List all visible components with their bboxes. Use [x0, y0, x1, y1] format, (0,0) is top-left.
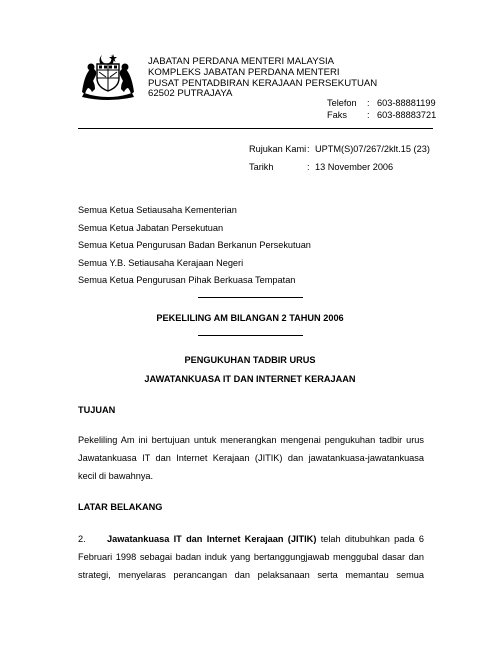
reference-block: [249, 140, 430, 176]
faks-value: 603-88883721: [377, 109, 437, 120]
org-line-3: PUSAT PENTADBIRAN KERAJAAN PERSEKUTUAN: [148, 77, 378, 89]
paragraph-number: 2.: [78, 534, 86, 544]
recipient-list: [78, 202, 311, 290]
tarikh-label: Tarikh: [249, 162, 274, 172]
recipient-item: Semua Ketua Pengurusan Pihak Berkuasa Tempatan: [78, 275, 296, 285]
faks-separator: :: [367, 109, 370, 120]
telefon-label: Telefon: [327, 98, 357, 108]
section-heading-latar-belakang: LATAR BELAKANG: [78, 502, 163, 512]
paragraph-line-rest: telah ditubuhkan pada 6: [316, 534, 425, 544]
org-line-1: JABATAN PERDANA MENTERI MALAYSIA: [148, 56, 335, 67]
title-rule-bottom: [198, 335, 303, 336]
subject-line-1: PENGUKUHAN TADBIR URUS: [184, 355, 316, 365]
org-line-2: KOMPLEKS JABATAN PERDANA MENTERI: [148, 66, 340, 78]
paragraph-bold-term: Jawatankuasa IT dan Internet Kerajaan (JITIK): [107, 534, 317, 544]
title-rule-top: [198, 297, 303, 298]
contact-block: [327, 98, 436, 121]
section-heading-tujuan: TUJUAN: [78, 405, 116, 415]
latar-belakang-paragraph: [78, 531, 424, 584]
tarikh-separator: :: [307, 162, 310, 172]
paragraph-line: Jawatankuasa IT dan Internet Kerajaan (JITIK) dan jawatankuasa-jawatankuasa: [78, 452, 424, 463]
telefon-value: 603-88881199: [377, 98, 436, 108]
paragraph-line: Pekeliling Am ini bertujuan untuk menerangkan mengenai pengukuhan tadbir urus: [78, 435, 424, 445]
paragraph-line: kecil di bawahnya.: [78, 470, 154, 481]
recipient-item: Semua Ketua Jabatan Persekutuan: [78, 222, 224, 233]
rujukan-separator: :: [307, 144, 310, 154]
letterhead-divider: [78, 128, 433, 129]
org-line-4: 62502 PUTRAJAYA: [148, 88, 233, 100]
rujukan-value: UPTM(S)07/267/2klt.15 (23): [315, 144, 430, 154]
paragraph-line: Februari 1998 sebagai badan induk yang bertanggungjawab menggubal dasar dan: [78, 551, 424, 562]
faks-label: Faks: [327, 109, 347, 120]
tarikh-row: [249, 158, 430, 176]
telefon-separator: :: [367, 98, 370, 108]
recipient-item: Semua Y.B. Setiausaha Kerajaan Negeri: [78, 257, 244, 268]
organization-address: [148, 57, 377, 100]
rujukan-row: [249, 140, 430, 158]
subject-line-2: JAWATANKUASA IT DAN INTERNET KERAJAAN: [144, 374, 356, 384]
rujukan-label: Rujukan Kami: [249, 144, 307, 154]
circular-title: PEKELILING AM BILANGAN 2 TAHUN 2006: [156, 313, 344, 323]
recipient-item: Semua Ketua Setiausaha Kementerian: [78, 205, 237, 215]
tujuan-paragraph: [78, 432, 424, 485]
tarikh-value: 13 November 2006: [315, 162, 394, 172]
paragraph-line: strategi, menyelaras perancangan dan pelaksanaan serta memantau semua: [78, 569, 424, 580]
faks-row: [327, 110, 436, 122]
recipient-item: Semua Ketua Pengurusan Badan Berkanun Persekutuan: [78, 240, 311, 250]
coat-of-arms-icon: [78, 52, 138, 100]
paragraph-line: [78, 531, 424, 549]
telefon-row: [327, 98, 436, 110]
